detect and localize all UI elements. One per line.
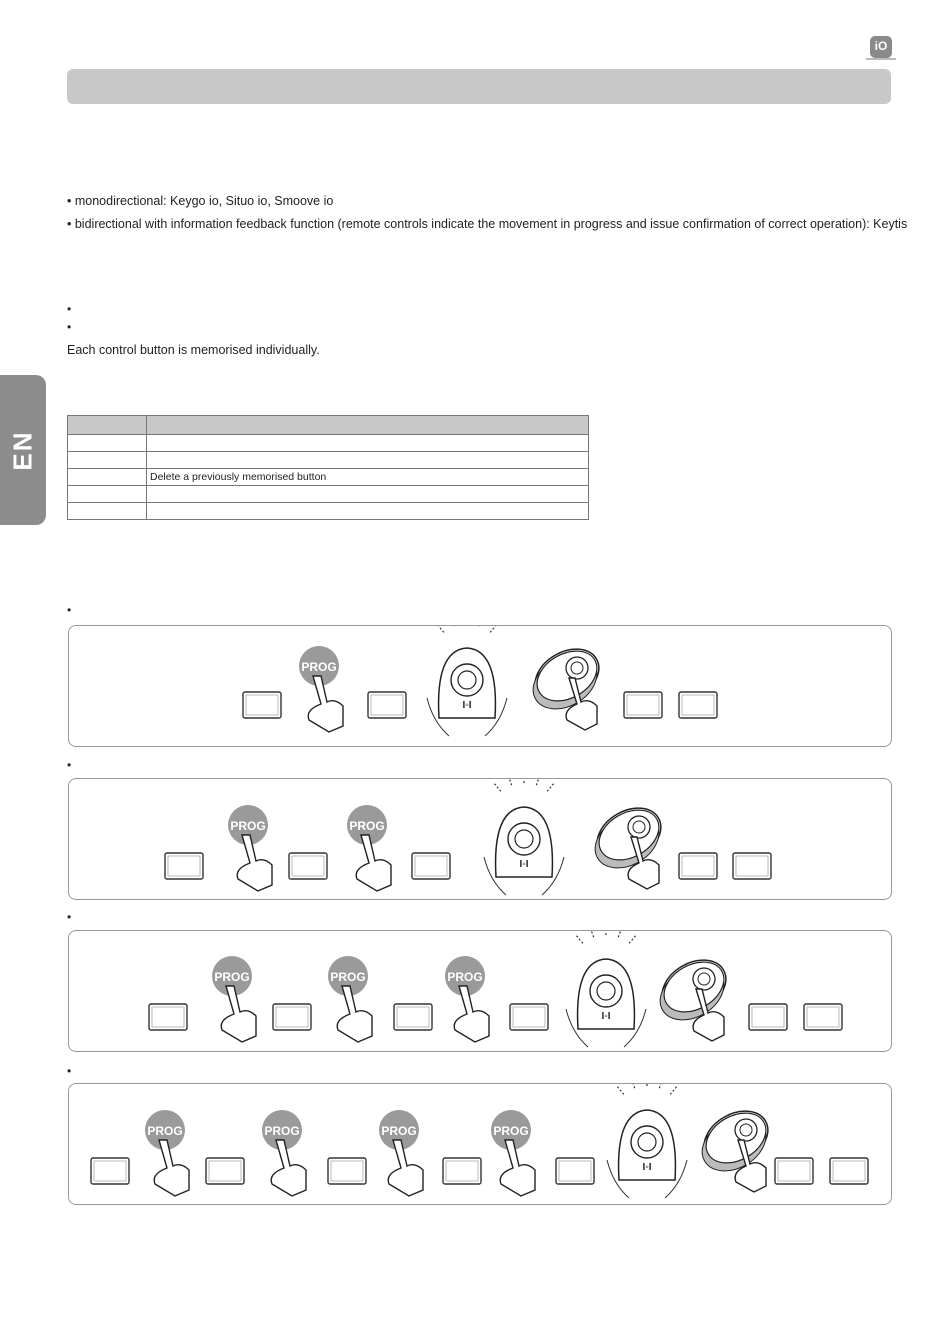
procedure-bullet-3: • — [67, 910, 72, 924]
prog-label: PROG — [349, 819, 385, 833]
table-row — [68, 469, 589, 486]
procedure-illustration-3 — [69, 931, 891, 1051]
prog-button-icon — [347, 805, 391, 891]
screen-box — [443, 1158, 481, 1184]
motor-receiver-icon — [607, 1084, 687, 1198]
prog-button-icon — [491, 1110, 535, 1196]
prog-label: PROG — [447, 970, 483, 984]
svg-text:I◦I: I◦I — [462, 700, 472, 711]
table-cell — [147, 416, 589, 435]
screen-box — [289, 853, 327, 879]
prog-button-icon — [328, 956, 372, 1042]
screen-box — [149, 1004, 187, 1030]
screen-box — [679, 692, 717, 718]
screen-box — [368, 692, 406, 718]
table-header-row — [68, 416, 589, 435]
procedure-illustration-4 — [69, 1084, 891, 1204]
prog-button-icon — [299, 646, 343, 732]
prog-label: PROG — [230, 819, 266, 833]
table-cell — [68, 435, 147, 452]
motor-receiver-icon — [427, 626, 507, 736]
prog-label: PROG — [264, 1124, 300, 1138]
screen-box — [165, 853, 203, 879]
screen-box — [775, 1158, 813, 1184]
screen-box — [206, 1158, 244, 1184]
screen-box — [91, 1158, 129, 1184]
screen-box — [510, 1004, 548, 1030]
language-tab-label: EN — [7, 429, 38, 471]
prog-button-icon — [262, 1110, 306, 1196]
prog-label: PROG — [147, 1124, 183, 1138]
screen-box — [273, 1004, 311, 1030]
prog-button-icon — [212, 956, 256, 1042]
screen-box — [394, 1004, 432, 1030]
prog-label: PROG — [214, 970, 250, 984]
table-cell — [147, 486, 589, 503]
prog-label: PROG — [301, 660, 337, 674]
screen-box — [749, 1004, 787, 1030]
procedure-panel-4 — [68, 1083, 892, 1205]
remote-control-icon — [586, 797, 671, 889]
table-cell — [147, 435, 589, 452]
screen-box — [556, 1158, 594, 1184]
remote-control-icon — [524, 638, 609, 730]
screen-box — [679, 853, 717, 879]
procedure-panel-1 — [68, 625, 892, 747]
table-cell — [68, 416, 147, 435]
motor-receiver-icon — [566, 931, 646, 1047]
screen-box — [243, 692, 281, 718]
svg-text:I◦I: I◦I — [642, 1162, 652, 1173]
prog-button-icon — [379, 1110, 423, 1196]
io-logo-tagline — [866, 58, 896, 60]
procedure-illustration-2 — [69, 779, 891, 899]
procedure-bullet-4: • — [67, 1064, 72, 1078]
prog-label: PROG — [381, 1124, 417, 1138]
svg-text:I◦I: I◦I — [519, 859, 529, 870]
io-logo: iO — [870, 36, 892, 58]
section-header-bar — [67, 69, 891, 104]
screen-box — [733, 853, 771, 879]
remote-control-icon — [693, 1100, 778, 1192]
intro-bullet-2: • bidirectional with information feedback function (remote controls indicate the movement in progress and issue confirmation of correct operation): Keytis — [67, 217, 908, 231]
procedure-panel-2 — [68, 778, 892, 900]
procedure-bullet-1: • — [67, 603, 72, 617]
table-cell — [68, 486, 147, 503]
procedure-bullet-2: • — [67, 758, 72, 772]
empty-bullet-1: • — [67, 302, 72, 316]
table-row — [68, 503, 589, 520]
screen-box — [624, 692, 662, 718]
prog-label: PROG — [330, 970, 366, 984]
language-tab-label-wrap — [0, 375, 46, 525]
remote-control-icon — [651, 949, 736, 1041]
prog-button-icon — [145, 1110, 189, 1196]
screen-box — [804, 1004, 842, 1030]
empty-bullet-2: • — [67, 320, 72, 334]
table-cell — [68, 503, 147, 520]
screen-box — [412, 853, 450, 879]
screen-box — [328, 1158, 366, 1184]
function-table — [67, 415, 589, 520]
table-row — [68, 435, 589, 452]
prog-label: PROG — [493, 1124, 529, 1138]
prog-button-icon — [228, 805, 272, 891]
motor-receiver-icon — [484, 779, 564, 895]
table-cell: Delete a previously memorised button — [147, 469, 589, 486]
screen-box — [830, 1158, 868, 1184]
svg-text:I◦I: I◦I — [601, 1011, 611, 1022]
table-row — [68, 452, 589, 469]
table-cell — [68, 452, 147, 469]
intro-bullet-1: • monodirectional: Keygo io, Situo io, Smoove io — [67, 194, 334, 208]
table-cell — [147, 452, 589, 469]
prog-button-icon — [445, 956, 489, 1042]
procedure-illustration-1 — [69, 626, 891, 746]
table-cell — [68, 469, 147, 486]
table-cell — [147, 503, 589, 520]
table-row — [68, 486, 589, 503]
procedure-panel-3 — [68, 930, 892, 1052]
memorise-note: Each control button is memorised individually. — [67, 343, 320, 357]
